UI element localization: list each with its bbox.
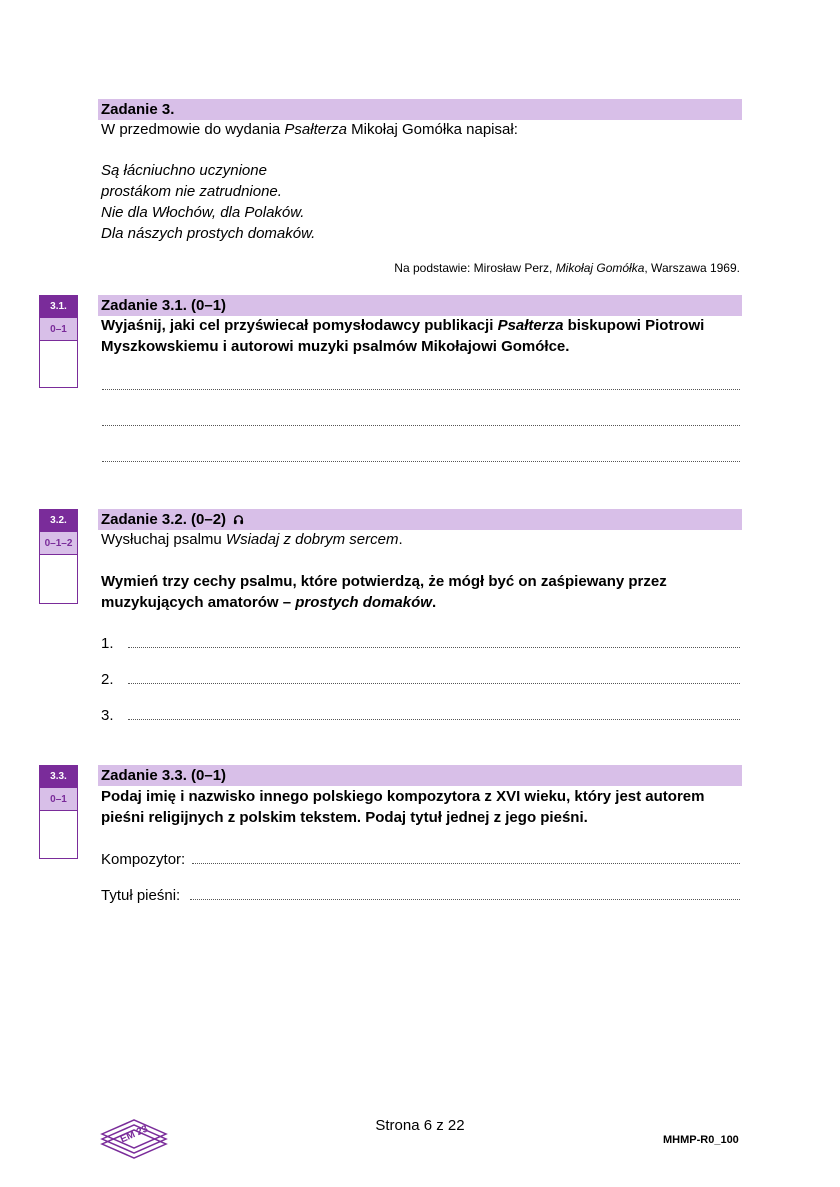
composer-answer-line[interactable] <box>192 862 740 864</box>
score-box <box>39 295 78 388</box>
headphones-icon <box>233 514 244 525</box>
poem-line: prostákom nie zatrudnione. <box>101 183 282 200</box>
task-question: Myszkowskiemu i autorowi muzyki psalmów Mikołajowi Gomółce. <box>101 338 570 355</box>
task-title: Zadanie 3.1. (0–1) <box>101 297 227 314</box>
answer-line[interactable] <box>128 718 740 720</box>
task-header-bar <box>98 99 742 120</box>
score-box <box>39 765 78 859</box>
poem-line: Są łácniuchno uczynione <box>101 162 267 179</box>
score-field[interactable] <box>40 811 77 856</box>
task-question: muzykujących amatorów – prostych domaków. <box>101 594 437 611</box>
points-range: 0–1–2 <box>40 531 77 555</box>
poem-line: Nie dla Włochów, dla Polaków. <box>101 204 305 221</box>
score-field[interactable] <box>40 341 77 385</box>
answer-line[interactable] <box>102 388 740 390</box>
points-range: 0–1 <box>40 317 77 341</box>
composer-label: Kompozytor: <box>101 851 186 868</box>
logo-text: EM 23 <box>118 1123 150 1146</box>
task-number: 3.3. <box>40 766 77 787</box>
answer-number: 3. <box>101 707 114 724</box>
task-title: Zadanie 3.2. (0–2) <box>101 509 244 530</box>
task-intro: W przedmowie do wydania Psałterza Mikołaj Gomółka napisał: <box>101 121 518 138</box>
answer-line[interactable] <box>102 460 740 462</box>
song-label: Tytuł pieśni: <box>101 887 181 904</box>
task-number: 3.2. <box>40 510 77 531</box>
score-box <box>39 509 78 604</box>
answer-number: 1. <box>101 635 114 652</box>
exam-code: MHMP-R0_100 <box>663 1134 739 1146</box>
poem-line: Dla nászych prostych domaków. <box>101 225 316 242</box>
task-question: Wymień trzy cechy psalmu, które potwierdzą, że mógł być on zaśpiewany przez <box>101 573 667 590</box>
task-title: Zadanie 3.3. (0–1) <box>101 767 227 784</box>
task-question: Podaj imię i nazwisko innego polskiego kompozytora z XVI wieku, który jest autorem <box>101 788 705 805</box>
song-answer-line[interactable] <box>190 898 740 900</box>
listen-instruction: Wysłuchaj psalmu Wsiadaj z dobrym sercem. <box>101 531 403 548</box>
page-number: Strona 6 z 22 <box>375 1117 465 1134</box>
task-number: 3.1. <box>40 296 77 317</box>
score-field[interactable] <box>40 555 77 601</box>
answer-number: 2. <box>101 671 114 688</box>
points-range: 0–1 <box>40 787 77 811</box>
task-question: Wyjaśnij, jaki cel przyświecał pomysłodawcy publikacji Psałterza biskupowi Piotrowi <box>101 317 705 334</box>
source-citation: Na podstawie: Mirosław Perz, Mikołaj Gomółka, Warszawa 1969. <box>394 261 740 275</box>
task-question: pieśni religijnych z polskim tekstem. Podaj tytuł jednej z jego pieśni. <box>101 809 588 826</box>
task-title: Zadanie 3. <box>101 101 175 118</box>
answer-line[interactable] <box>128 682 740 684</box>
answer-line[interactable] <box>102 424 740 426</box>
answer-line[interactable] <box>128 646 740 648</box>
